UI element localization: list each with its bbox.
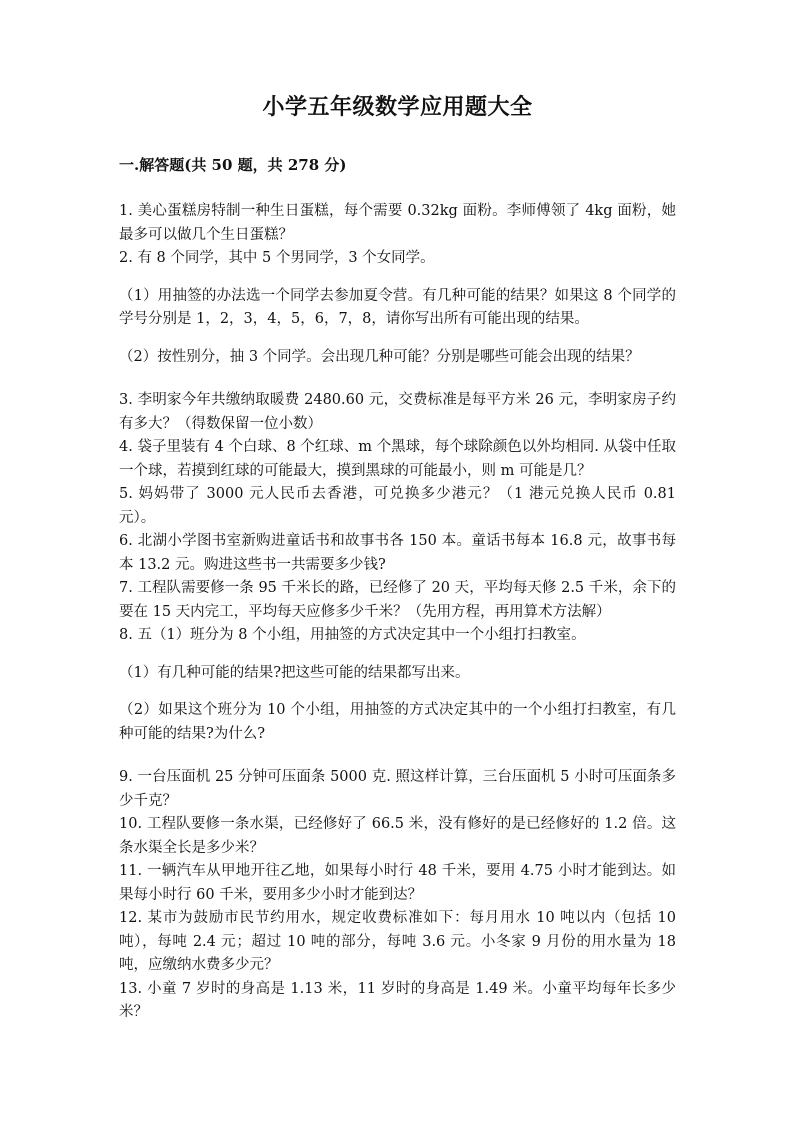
question-10: 10. 工程队要修一条水渠，已经修好了 66.5 米，没有修好的是已经修好的 1.2 倍。这条水渠全长是多少米？ [119,816,676,856]
question-11: 11. 一辆汽车从甲地开往乙地，如果每小时行 48 千米，要用 4.75 小时才能到达。如果每小时行 60 千米，要用多少小时才能到达？ [119,863,676,903]
question-4: 4. 袋子里装有 4 个白球、8 个红球、m 个黑球，每个球除颜色以外均相同. 从袋中任取一个球，若摸到红球的可能最大，摸到黑球的可能最小，则 m 可能是几？ [119,439,676,479]
section-heading: 一.解答题(共 50 题，共 278 分) [119,156,347,174]
question-2: 2. 有 8 个同学，其中 5 个男同学，3 个女同学。 [119,250,435,266]
question-8-sub-2: （2）如果这个班分为 10 个小组，用抽签的方式决定其中的一个小组打扫教室，有几种可能的结果?为什么? [119,702,676,742]
question-12: 12. 某市为鼓励市民节约用水，规定收费标准如下：每月用水 10 吨以内（包括 10 吨），每吨 2.4 元；超过 10 吨的部分，每吨 3.6 元。小冬家 9 月份的用水量为 18 吨，应缴纳水费多少元？ [119,910,676,973]
question-7: 7. 工程队需要修一条 95 千米长的路，已经修了 20 天，平均每天修 2.5 千米，余下的要在 15 天内完工，平均每天应修多少千米？（先用方程，再用算术方法解） [119,580,676,620]
question-5: 5. 妈妈带了 3000 元人民币去香港，可兑换多少港元？（1 港元兑换人民币 0.81 元）。 [119,486,676,526]
question-8-sub-1: （1）有几种可能的结果?把这些可能的结果都写出来。 [119,664,470,681]
question-9: 9. 一台压面机 25 分钟可压面条 5000 克. 照这样计算，三台压面机 5 小时可压面条多少千克？ [119,769,676,809]
question-2-sub-1: （1）用抽签的办法选一个同学去参加夏令营。有几种可能的结果？如果这 8 个同学的学号分别是 1，2，3，4，5，6，7，8，请你写出所有可能出现的结果。 [119,287,676,327]
question-1: 1. 美心蛋糕房特制一种生日蛋糕，每个需要 0.32kg 面粉。李师傅领了 4kg 面粉，她最多可以做几个生日蛋糕？ [119,203,676,243]
question-3: 3. 李明家今年共缴纳取暖费 2480.60 元，交费标准是每平方米 26 元，李明家房子约有多大？（得数保留一位小数） [119,392,676,432]
question-8: 8. 五（1）班分为 8 个小组，用抽签的方式决定其中一个小组打扫教室。 [119,627,586,643]
question-13: 13. 小童 7 岁时的身高是 1.13 米，11 岁时的身高是 1.49 米。小童平均每年长多少米？ [119,980,676,1020]
page-title: 小学五年级数学应用题大全 [262,94,533,120]
question-6: 6. 北湖小学图书室新购进童话书和故事书各 150 本。童话书每本 16.8 元，故事书每本 13.2 元。购进这些书一共需要多少钱? [119,533,676,573]
question-2-sub-2: （2）按性别分，抽 3 个同学。会出现几种可能？分别是哪些可能会出现的结果？ [119,348,640,365]
